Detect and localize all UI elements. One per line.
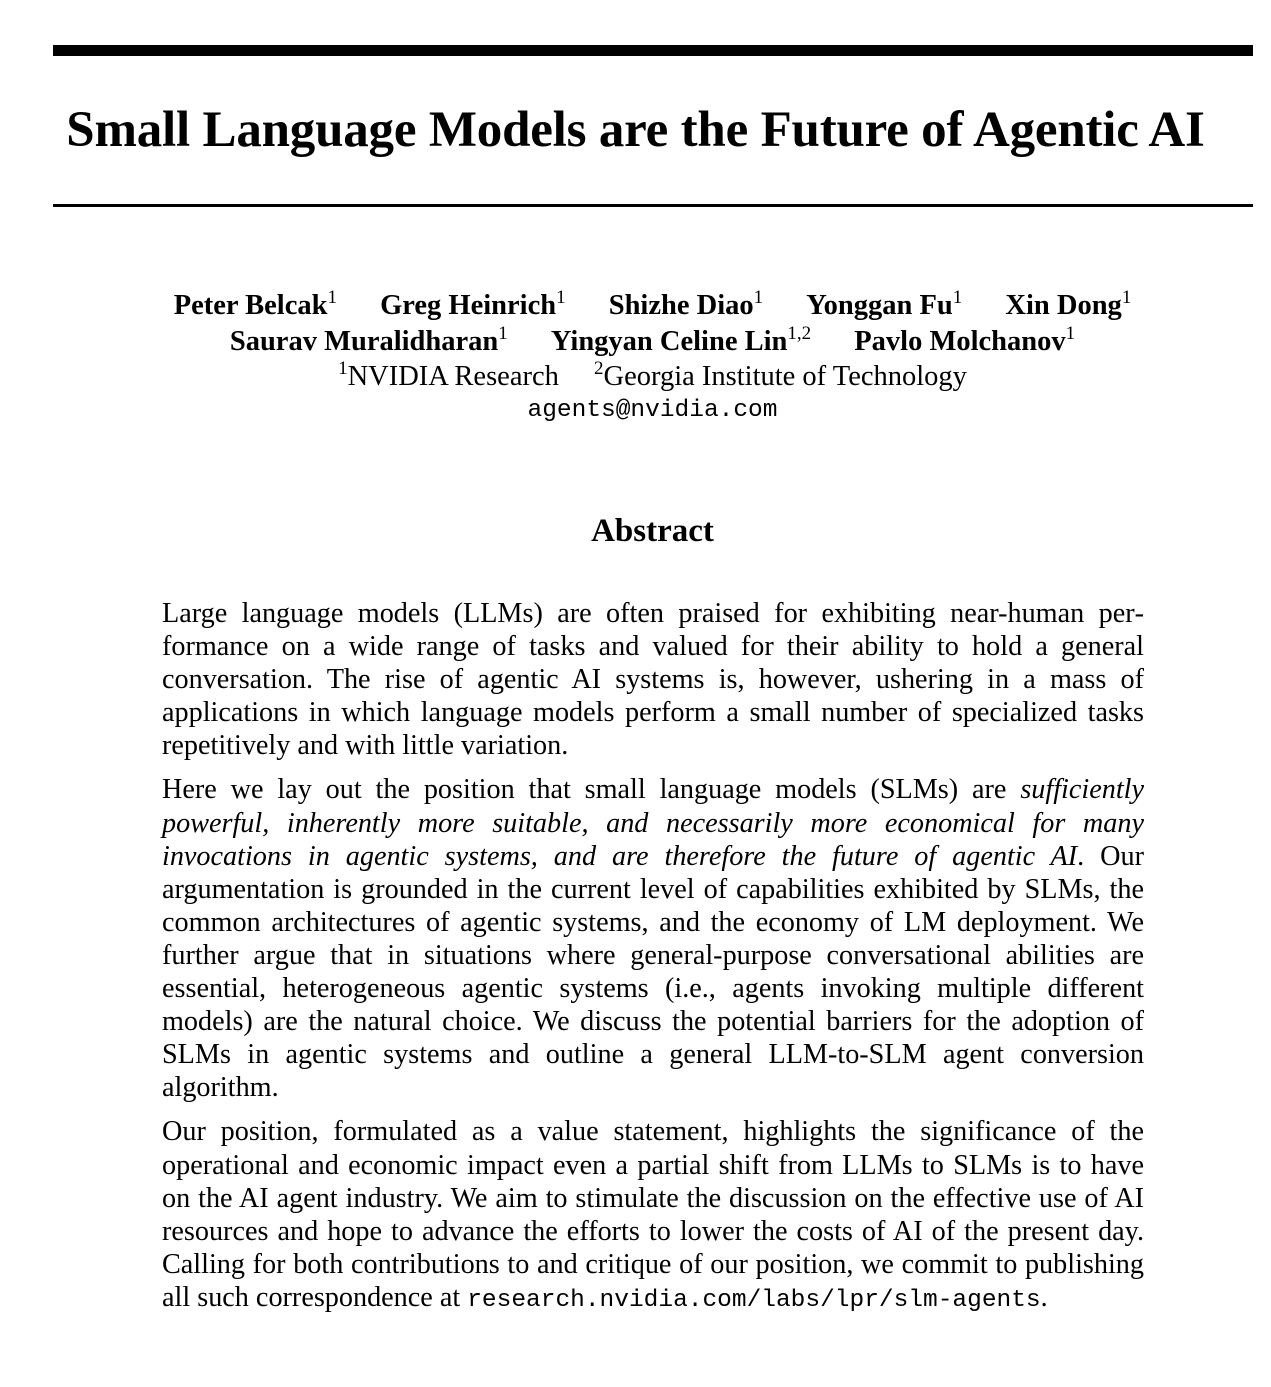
abstract-body bbox=[162, 597, 1144, 1328]
top-rule bbox=[53, 45, 1253, 56]
abstract-heading: Abstract bbox=[591, 513, 714, 549]
correspondence-url[interactable]: research.nvidia.com/labs/lpr/slm-agents bbox=[467, 1286, 1041, 1314]
contact-email: agents@nvidia.com bbox=[527, 397, 778, 424]
author-line-2 bbox=[0, 324, 1271, 360]
affiliation: $^2$Georgia Institute of Technology bbox=[594, 358, 967, 392]
author: Peter Belcak$^1$ bbox=[173, 287, 337, 321]
abstract-paragraph-2: Here we lay out the position that small language models (SLMs) are sufficiently powerful, inherently more suitable, and necessarily more economical for many invocations in agentic systems, and are therefore the future of agentic AI. Our argumentation is grounded in the current level of capabilities exhibited by SLMs, the common architectures of agentic systems, and the economy of LM deployment. We further argue that in situations where general-purpose conversational abilities are essential, heterogeneous agentic systems (i.e., agents invoking multiple different models) are the natural choice. We discuss the potential barriers for the adoption of SLMs in agentic systems and outline a general LLM-to-SLM agent conversion algorithm. bbox=[162, 774, 1144, 1104]
position-statement: sufficiently powerful, inherently more suitable, and necessarily more economical for many invocations in agentic systems, and are therefore the future of agentic AI bbox=[162, 774, 1144, 872]
author: Yingyan Celine Lin$^{1,2}$ bbox=[550, 323, 812, 357]
author: Saurav Muralidharan$^1$ bbox=[229, 323, 508, 357]
author: Greg Heinrich$^1$ bbox=[380, 287, 566, 321]
author: Yonggan Fu$^1$ bbox=[806, 287, 963, 321]
paper-title: Small Language Models are the Future of Agentic AI bbox=[66, 102, 1205, 158]
author-block bbox=[0, 288, 1271, 428]
affiliation: $^1$NVIDIA Research bbox=[338, 358, 559, 392]
abstract-paragraph-1: Large language models (LLMs) are often praised for exhibiting near-human performance on a wide range of tasks and valued for their ability to hold a general conversation. The rise of agentic AI systems is, however, ushering in a mass of applications in which language models perform a small number of specialized tasks repetitively and with little variation. bbox=[162, 598, 1144, 762]
title-rule bbox=[53, 204, 1253, 207]
author: Shizhe Diao$^1$ bbox=[608, 287, 764, 321]
author-line-1 bbox=[0, 288, 1271, 324]
abstract-paragraph-3: Our position, formulated as a value statement, highlights the significance of the operational and economic impact even a partial shift from LLMs to SLMs is to have on the AI agent industry. We aim to stimulate the discussion on the effective use of AI resources and hope to advance the efforts to lower the costs of AI of the present day. Calling for both contributions to and critique of our position, we commit to publishing all such correspondence at research.nvidia.com/labs/lpr/slm-agents. bbox=[162, 1116, 1144, 1314]
author: Xin Dong$^1$ bbox=[1005, 287, 1132, 321]
affiliations bbox=[0, 360, 1271, 394]
author: Pavlo Molchanov$^1$ bbox=[854, 323, 1076, 357]
